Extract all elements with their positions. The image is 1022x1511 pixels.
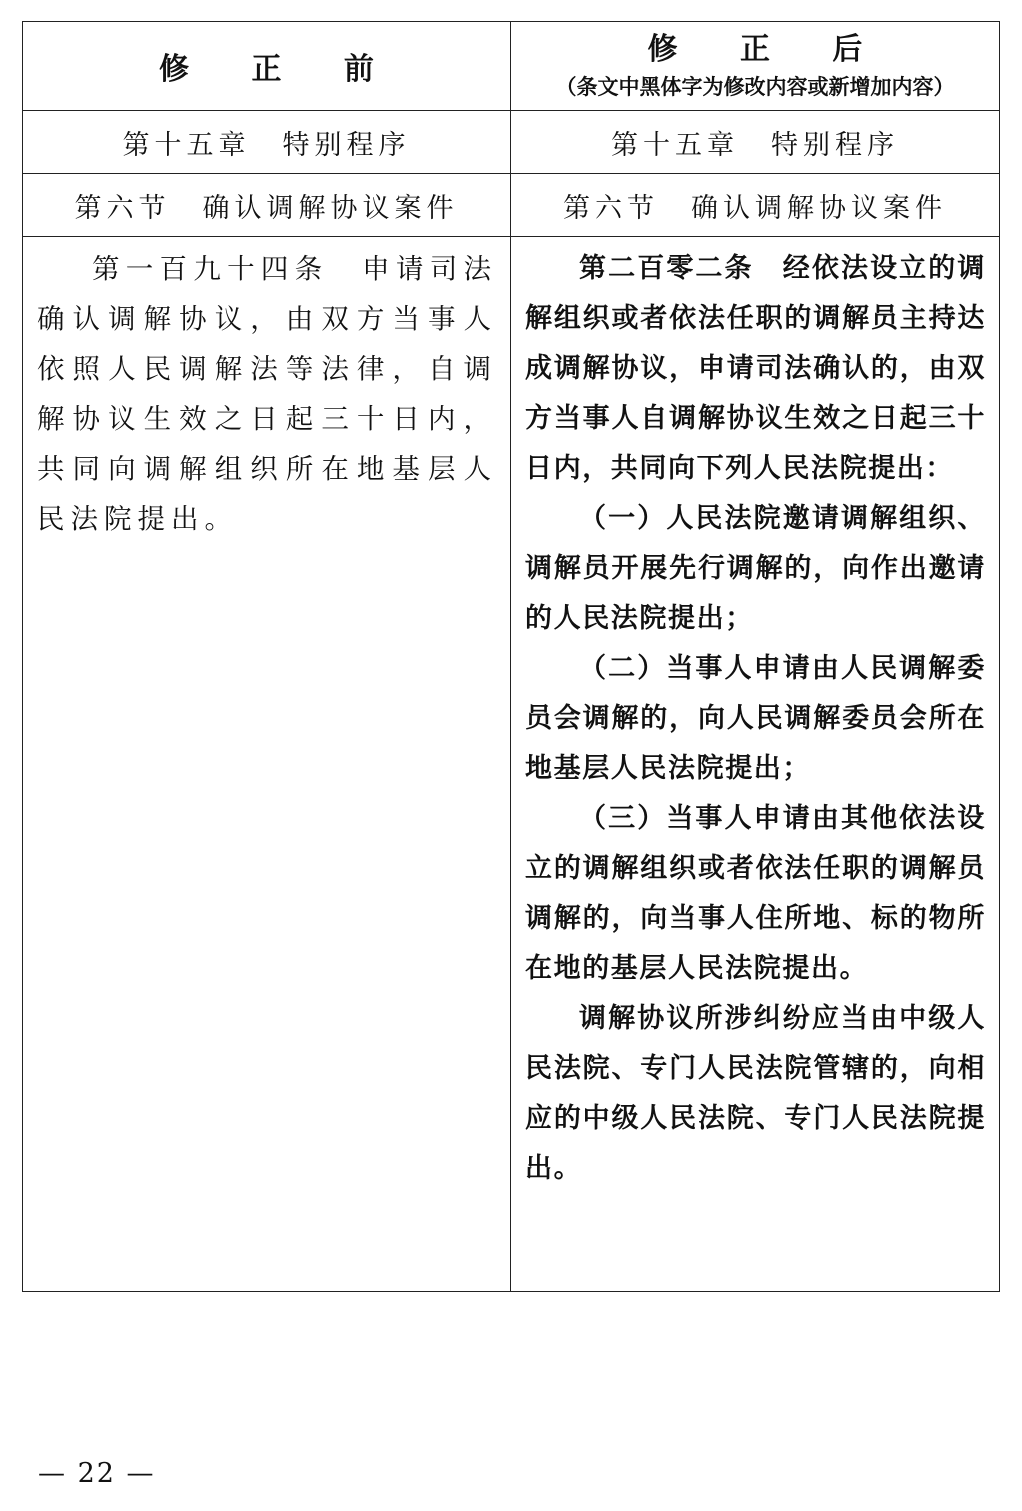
body-row: [23, 237, 1000, 1292]
page-number: — 22 —: [38, 1458, 156, 1489]
header-row: [23, 22, 1000, 111]
after-paragraph: 调解协议所涉纠纷应当由中级人民法院、专门人民法院管辖的，向相应的中级人民法院、专门人民法院提出。: [525, 1003, 986, 1184]
header-before: 修 正 前: [23, 22, 511, 111]
header-after-note: （条文中黑体字为修改内容或新增加内容）: [555, 75, 955, 99]
after-paragraph: （二）当事人申请由人民调解委员会调解的，向人民调解委员会所在地基层人民法院提出；: [525, 653, 986, 784]
header-after-cell: [511, 22, 1000, 111]
section-before: 第六节 确认调解协议案件: [23, 174, 511, 237]
chapter-after: 第十五章 特别程序: [511, 111, 1000, 174]
section-row: [23, 174, 1000, 237]
after-body-cell: [511, 237, 1000, 1292]
before-body-cell: [23, 237, 511, 1292]
before-paragraph: 第一百九十四条 申请司法确认调解协议，由双方当事人依照人民调解法等法律，自调解协议生效之日起三十日内，共同向调解组织所在地基层人民法院提出。: [37, 253, 497, 535]
comparison-table: [22, 21, 1000, 1292]
after-paragraph: （一）人民法院邀请调解组织、调解员开展先行调解的，向作出邀请的人民法院提出；: [525, 503, 986, 634]
chapter-before: 第十五章 特别程序: [23, 111, 511, 174]
header-after: 修 正 后: [647, 32, 889, 67]
chapter-row: [23, 111, 1000, 174]
before-body-text: [23, 237, 510, 544]
section-after: 第六节 确认调解协议案件: [511, 174, 1000, 237]
after-body-text: [511, 237, 999, 1194]
after-paragraph: （三）当事人申请由其他依法设立的调解组织或者依法任职的调解员调解的，向当事人住所地、标的物所在地的基层人民法院提出。: [525, 803, 986, 984]
after-paragraph: 第二百零二条 经依法设立的调解组织或者依法任职的调解员主持达成调解协议，申请司法确认的，由双方当事人自调解协议生效之日起三十日内，共同向下列人民法院提出：: [525, 253, 986, 484]
